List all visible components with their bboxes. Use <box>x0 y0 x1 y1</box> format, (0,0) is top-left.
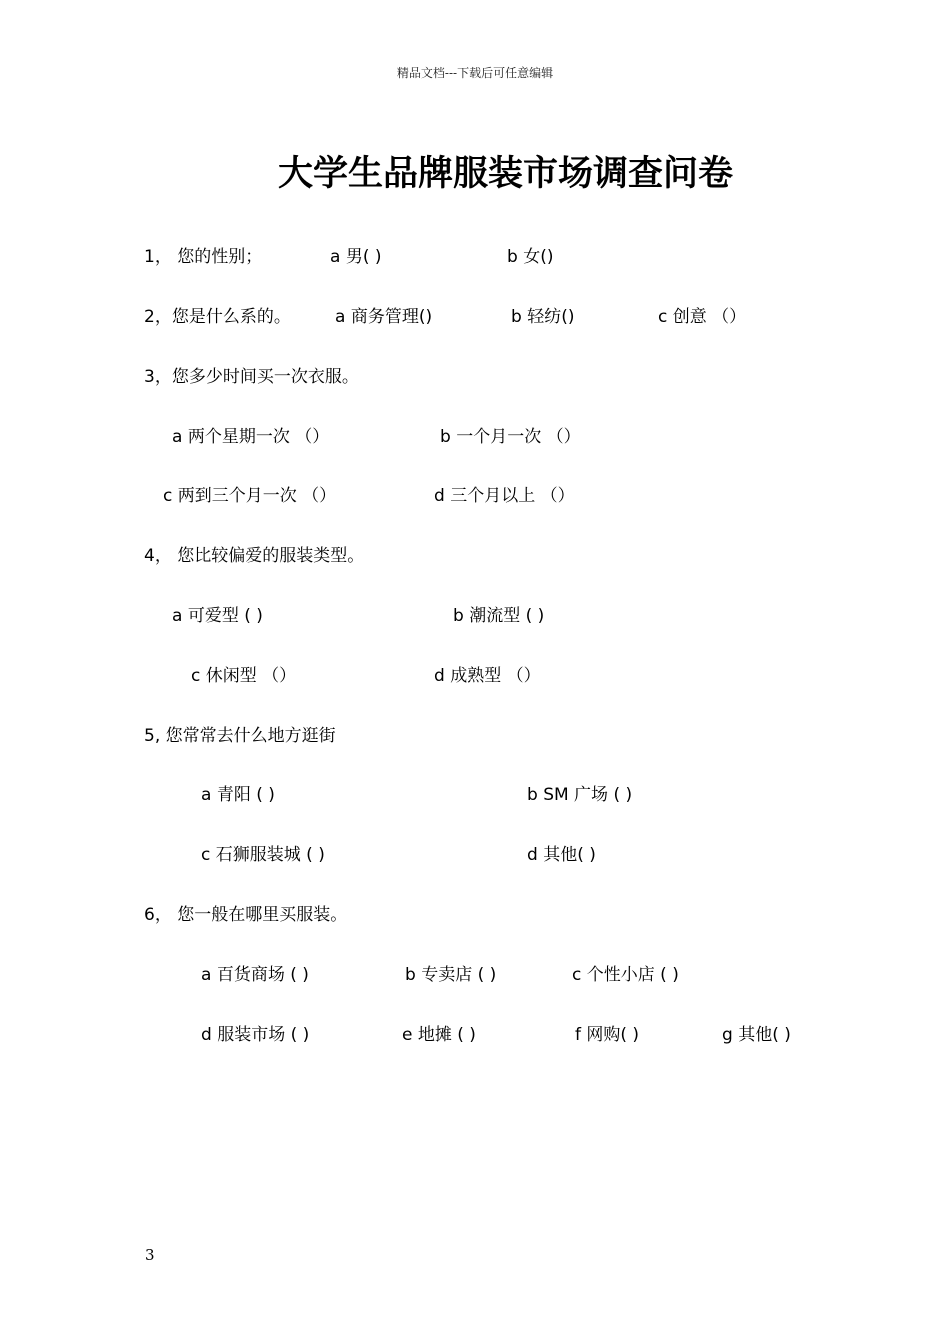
page-header: 精品文档---下载后可任意编辑 <box>396 66 554 80</box>
q6-option-b[interactable]: b 专卖店 ( ) <box>405 965 497 985</box>
q4-option-d[interactable]: d 成熟型 （） <box>434 666 541 686</box>
question-6: 6， 您一般在哪里买服装。 <box>144 905 348 925</box>
q4-option-c[interactable]: c 休闲型 （） <box>191 666 297 686</box>
q5-option-d[interactable]: d 其他( ) <box>527 845 596 865</box>
q3-option-d[interactable]: d 三个月以上 （） <box>434 486 575 506</box>
q6-option-c[interactable]: c 个性小店 ( ) <box>572 965 679 985</box>
q3-option-b[interactable]: b 一个月一次 （） <box>440 427 581 447</box>
question-3: 3，您多少时间买一次衣服。 <box>144 367 359 387</box>
q3-option-c[interactable]: c 两到三个月一次 （） <box>163 486 337 506</box>
q4-option-a[interactable]: a 可爱型 ( ) <box>172 606 263 626</box>
q5-option-b[interactable]: b SM 广场 ( ) <box>527 785 633 805</box>
q3-option-a[interactable]: a 两个星期一次 （） <box>172 427 330 447</box>
q5-option-c[interactable]: c 石狮服装城 ( ) <box>201 845 325 865</box>
q6-option-d[interactable]: d 服装市场 ( ) <box>201 1025 310 1045</box>
question-2: 2，您是什么系的。 <box>144 307 291 327</box>
q1-option-a[interactable]: a 男( ) <box>330 247 382 267</box>
q6-option-f[interactable]: f 网购( ) <box>575 1025 640 1045</box>
page-number: 3 <box>145 1246 155 1264</box>
q5-option-a[interactable]: a 青阳 ( ) <box>201 785 275 805</box>
q4-option-b[interactable]: b 潮流型 ( ) <box>453 606 545 626</box>
question-1: 1， 您的性别； <box>144 247 263 267</box>
q1-option-b[interactable]: b 女() <box>507 247 554 267</box>
survey-title: 大学生品牌服装市场调查问卷 <box>278 154 734 194</box>
question-5: 5, 您常常去什么地方逛街 <box>144 726 336 746</box>
q6-option-g[interactable]: g 其他( ) <box>722 1025 791 1045</box>
question-4: 4， 您比较偏爱的服装类型。 <box>144 546 365 566</box>
q6-option-e[interactable]: e 地摊 ( ) <box>402 1025 476 1045</box>
q2-option-c[interactable]: c 创意 （） <box>658 307 747 327</box>
q2-option-a[interactable]: a 商务管理() <box>335 307 433 327</box>
q6-option-a[interactable]: a 百货商场 ( ) <box>201 965 309 985</box>
q2-option-b[interactable]: b 轻纺() <box>511 307 575 327</box>
